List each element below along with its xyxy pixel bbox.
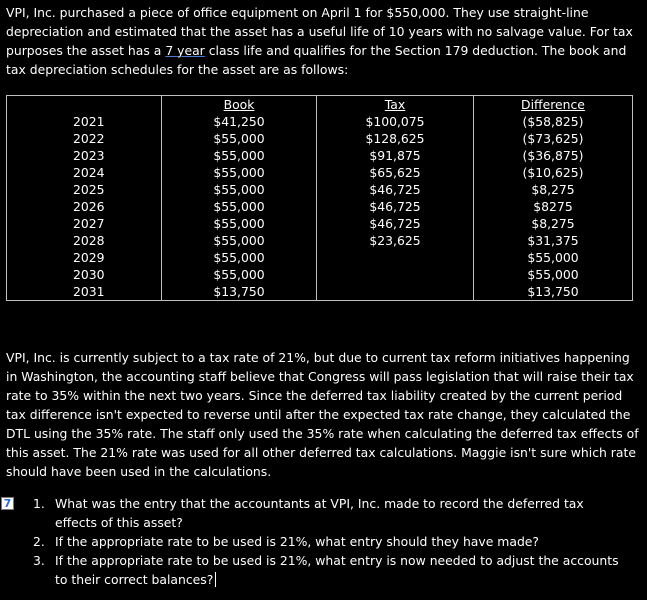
table-row	[7, 215, 633, 232]
year-cell: 2026	[7, 198, 162, 215]
table-row	[7, 147, 633, 164]
difference-cell: ($36,875)	[474, 147, 633, 164]
tax-cell: $23,625	[317, 232, 474, 249]
header-year	[7, 96, 162, 114]
year-cell: 2025	[7, 181, 162, 198]
text-cursor	[215, 572, 216, 587]
year-cell: 2031	[7, 283, 162, 301]
book-cell: $55,000	[162, 249, 317, 266]
table-row	[7, 164, 633, 181]
year-cell: 2027	[7, 215, 162, 232]
table-row	[7, 249, 633, 266]
tax-cell	[317, 283, 474, 301]
tax-cell: $91,875	[317, 147, 474, 164]
tax-cell: $100,075	[317, 113, 474, 130]
question-number: 1.	[33, 496, 45, 511]
book-cell: $55,000	[162, 198, 317, 215]
intro-text-part2: class life and qualifies for the Section 179 deduction. The book and tax depreciation schedules for the asset are as follows:	[6, 43, 627, 77]
difference-cell: $8275	[474, 198, 633, 215]
book-cell: $55,000	[162, 232, 317, 249]
difference-cell: ($10,625)	[474, 164, 633, 181]
question-number: 2.	[33, 534, 45, 549]
table-row	[7, 181, 633, 198]
table-row	[7, 283, 633, 301]
header-book: Book	[162, 96, 317, 114]
book-cell: $55,000	[162, 130, 317, 147]
book-cell: $55,000	[162, 164, 317, 181]
book-cell: $55,000	[162, 147, 317, 164]
difference-cell: $8,275	[474, 181, 633, 198]
question-text: What was the entry that the accountants at VPI, Inc. made to record the deferred tax effects of this asset?	[55, 496, 584, 530]
year-cell: 2023	[7, 147, 162, 164]
question-text: If the appropriate rate to be used is 21%, what entry should they have made?	[55, 534, 540, 549]
depreciation-schedule-table	[6, 95, 633, 301]
intro-paragraph	[6, 3, 642, 79]
question-item-1	[0, 494, 647, 532]
table-row	[7, 130, 633, 147]
book-cell: $41,250	[162, 113, 317, 130]
table-row	[7, 232, 633, 249]
book-cell: $13,750	[162, 283, 317, 301]
table-row	[7, 198, 633, 215]
question-number: 3.	[33, 553, 45, 568]
difference-cell: $55,000	[474, 266, 633, 283]
question-text: If the appropriate rate to be used is 21%, what entry is now needed to adjust the accounts to their correct balances?	[55, 553, 619, 587]
tax-cell	[317, 266, 474, 283]
year-cell: 2021	[7, 113, 162, 130]
year-cell: 2024	[7, 164, 162, 181]
book-cell: $55,000	[162, 266, 317, 283]
tax-cell: $46,725	[317, 198, 474, 215]
difference-cell: $13,750	[474, 283, 633, 301]
year-cell: 2029	[7, 249, 162, 266]
difference-cell: ($58,825)	[474, 113, 633, 130]
question-item-3	[0, 551, 647, 589]
question-item-2	[0, 532, 647, 551]
intro-text-part1: VPI, Inc. purchased a piece of office equipment on April 1 for $550,000. They use straight-line depreciation and estimated that the asset has a useful life of 10 years with no salvage value. For tax purposes the asset has a	[6, 5, 633, 58]
difference-cell: $31,375	[474, 232, 633, 249]
tax-cell: $65,625	[317, 164, 474, 181]
difference-cell: $55,000	[474, 249, 633, 266]
edit-badge-icon[interactable]: 7	[1, 497, 14, 510]
intro-underlined-text: 7 year	[165, 43, 205, 58]
rate-paragraph: VPI, Inc. is currently subject to a tax rate of 21%, but due to current tax reform initiatives happening in Washington, the accounting staff believe that Congress will pass legislation that will raise their tax rate to 35% within the next two years. Since the deferred tax liability created by the current period tax difference isn't expected to reverse until after the expected tax rate change, they calculated the DTL using the 35% rate. The staff only used the 35% rate when calculating the deferred tax effects of this asset. The 21% rate was used for all other deferred tax calculations. Maggie isn't sure which rate should have been used in the calculations.	[6, 350, 639, 479]
book-cell: $55,000	[162, 215, 317, 232]
tax-cell: $128,625	[317, 130, 474, 147]
table-row	[7, 113, 633, 130]
difference-cell: $8,275	[474, 215, 633, 232]
tax-cell: $46,725	[317, 181, 474, 198]
question-list	[0, 494, 647, 589]
table-header-row	[7, 96, 633, 114]
year-cell: 2030	[7, 266, 162, 283]
difference-cell: ($73,625)	[474, 130, 633, 147]
tax-cell	[317, 249, 474, 266]
header-tax: Tax	[317, 96, 474, 114]
year-cell: 2022	[7, 130, 162, 147]
header-difference: Difference	[474, 96, 633, 114]
book-cell: $55,000	[162, 181, 317, 198]
year-cell: 2028	[7, 232, 162, 249]
table-row	[7, 266, 633, 283]
tax-cell: $46,725	[317, 215, 474, 232]
